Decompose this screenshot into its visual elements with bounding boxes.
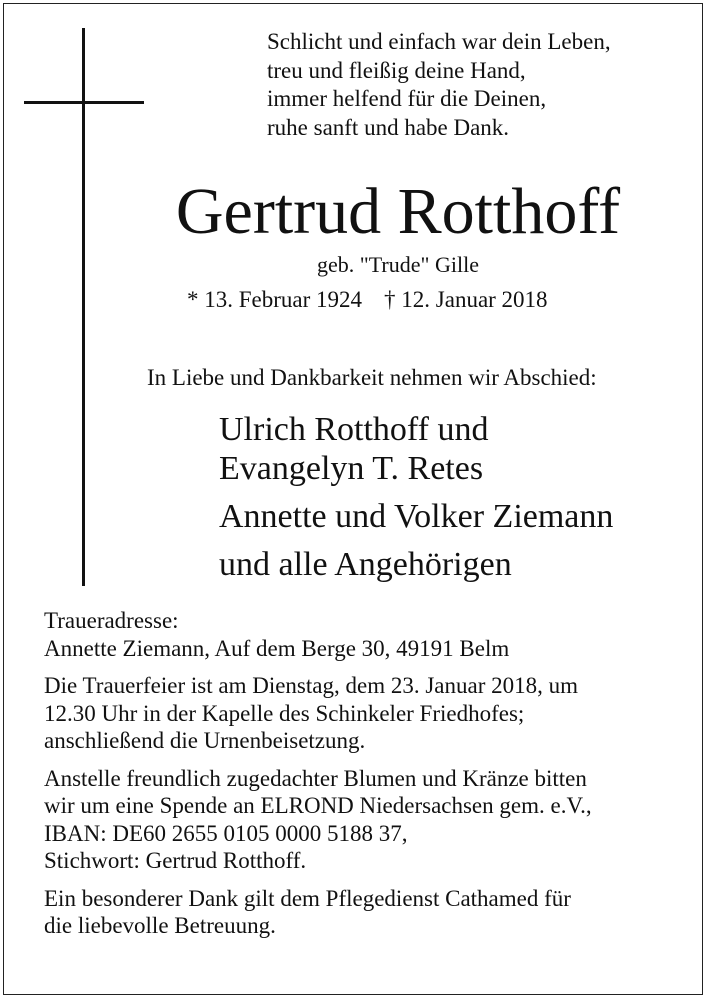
address-value: Annette Ziemann, Auf dem Berge 30, 49191 Belm [44,635,510,661]
donation-line: Stichwort: Gertrud Rotthoff. [44,848,307,873]
donation-line: Anstelle freundlich zugedachter Blumen und Kränze bitten [44,765,587,791]
mourner-line: Evangelyn T. Retes [219,450,484,487]
donation-line: IBAN: DE60 2655 0105 0000 5188 37, [44,820,408,846]
farewell-line: In Liebe und Dankbarkeit nehmen wir Abschied: [147,365,597,390]
deceased-name: Gertrud Rotthoff [175,175,621,248]
thanks-line: die liebevolle Betreuung. [44,913,276,938]
address-block [44,607,592,662]
poem [267,28,611,142]
mourners-list [219,410,613,584]
ceremony-line: anschließend die Urnenbeisetzung. [44,728,366,753]
birth-date: * 13. Februar 1924 [187,287,363,312]
maiden-name: geb. "Trude" Gille [317,252,479,277]
ceremony-line: Die Trauerfeier ist am Dienstag, dem 23. Januar 2018, um [44,673,578,698]
poem-line: immer helfend für die Deinen, [267,86,547,111]
mourner-line: Annette und Volker Ziemann [219,498,614,535]
poem-line: ruhe sanft und habe Dank. [267,114,510,140]
ceremony-block [44,672,592,755]
thanks-line: Ein besonderer Dank gilt dem Pflegedienst Cathamed für [44,885,571,911]
info-section [44,607,592,950]
poem-line: treu und fleißig deine Hand, [267,57,526,83]
address-label: Traueradresse: [44,608,179,633]
mourner-line: Ulrich Rotthoff und [219,411,489,448]
cross-icon [82,28,85,586]
poem-line: Schlicht und einfach war dein Leben, [267,29,611,54]
life-dates [187,286,548,314]
mourner-line: und alle Angehörigen [219,546,512,583]
donation-block [44,765,592,875]
donation-line: wir um eine Spende an ELROND Niedersachsen gem. e.V., [44,793,592,818]
thanks-block [44,885,592,940]
cross-icon-bar [24,101,144,104]
ceremony-line: 12.30 Uhr in der Kapelle des Schinkeler Friedhofes; [44,700,525,726]
death-date: † 12. Januar 2018 [384,287,548,312]
